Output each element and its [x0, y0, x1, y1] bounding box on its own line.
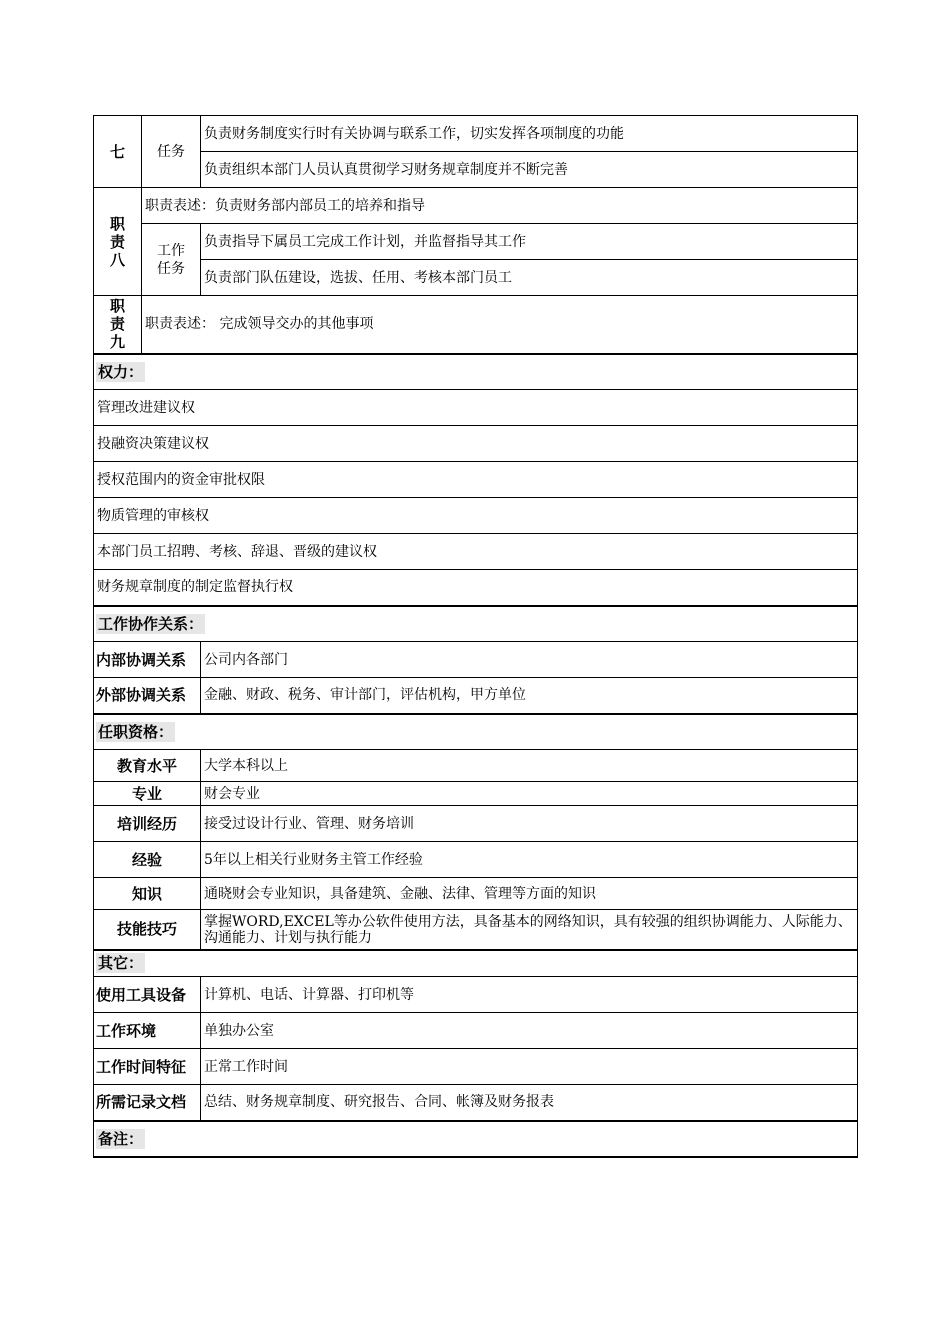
qualifications-section-header [94, 714, 858, 750]
qualification-value-knowledge: 通晓财会专业知识，具备建筑、金融、法律、管理等方面的知识 [201, 878, 858, 910]
other-value-environment: 单独办公室 [201, 1013, 858, 1049]
other-label-tools: 使用工具设备 [94, 977, 201, 1013]
duty-seven-task-2: 负责组织本部门人员认真贯彻学习财务规章制度并不断完善 [201, 152, 858, 188]
duty-seven-number: 七 [94, 116, 142, 188]
power-item-4: 物质管理的审核权 [94, 498, 858, 534]
power-row [94, 426, 858, 462]
qualification-label-knowledge: 知识 [94, 878, 201, 910]
qualification-value-skills: 掌握WORD,EXCEL等办公软件使用方法，具备基本的网络知识，具有较强的组织协调能力、人际能力、沟通能力、计划与执行能力 [201, 910, 858, 950]
other-value-work-time: 正常工作时间 [201, 1049, 858, 1085]
duty-eight-row-3 [94, 260, 858, 296]
qualification-row [94, 842, 858, 878]
other-row [94, 1013, 858, 1049]
power-item-1: 管理改进建议权 [94, 390, 858, 426]
duty-eight-task-label: 工作任务 [142, 224, 201, 296]
power-item-5: 本部门员工招聘、考核、辞退、晋级的建议权 [94, 534, 858, 570]
qualification-value-experience: 5年以上相关行业财务主管工作经验 [201, 842, 858, 878]
qualification-value-major: 财会专业 [201, 782, 858, 806]
relation-row [94, 642, 858, 678]
qualification-label-experience: 经验 [94, 842, 201, 878]
duty-seven-row-2 [94, 152, 858, 188]
duty-seven-row-1 [94, 116, 858, 152]
other-row [94, 1049, 858, 1085]
power-row [94, 534, 858, 570]
job-description-document [93, 115, 857, 1158]
qualification-row [94, 806, 858, 842]
duty-eight-task-1: 负责指导下属员工完成工作计划，并监督指导其工作 [201, 224, 858, 260]
relations-title: 工作协作关系： [98, 614, 204, 633]
duty-eight-statement: 职责表述：负责财务部内部员工的培养和指导 [142, 188, 858, 224]
power-item-2: 投融资决策建议权 [94, 426, 858, 462]
relation-label-external: 外部协调关系 [94, 678, 201, 714]
job-description-table [93, 115, 858, 1158]
remarks-section-header [94, 1121, 858, 1157]
qualification-label-education: 教育水平 [94, 750, 201, 782]
qualifications-title: 任职资格： [98, 722, 174, 741]
duty-seven-task-1: 负责财务制度实行时有关协调与联系工作，切实发挥各项制度的功能 [201, 116, 858, 152]
qualification-label-skills: 技能技巧 [94, 910, 201, 950]
power-row [94, 498, 858, 534]
qualification-row [94, 910, 858, 950]
power-row [94, 570, 858, 606]
relation-row [94, 678, 858, 714]
qualification-row [94, 750, 858, 782]
relation-value-internal: 公司内各部门 [201, 642, 858, 678]
qualification-row [94, 878, 858, 910]
powers-section-header [94, 354, 858, 390]
qualification-label-training: 培训经历 [94, 806, 201, 842]
powers-title: 权力： [98, 362, 144, 381]
power-item-3: 授权范围内的资金审批权限 [94, 462, 858, 498]
other-label-work-time: 工作时间特征 [94, 1049, 201, 1085]
relation-label-internal: 内部协调关系 [94, 642, 201, 678]
duty-eight-task-2: 负责部门队伍建设，选拔、任用、考核本部门员工 [201, 260, 858, 296]
duty-nine-number: 职责九 [94, 296, 142, 354]
power-row [94, 390, 858, 426]
power-item-6: 财务规章制度的制定监督执行权 [94, 570, 858, 606]
relations-section-header [94, 606, 858, 642]
other-value-documents: 总结、财务规章制度、研究报告、合同、帐簿及财务报表 [201, 1085, 858, 1121]
other-label-documents: 所需记录文档 [94, 1085, 201, 1121]
relation-value-external: 金融、财政、税务、审计部门，评估机构，甲方单位 [201, 678, 858, 714]
others-title: 其它： [98, 954, 144, 973]
other-value-tools: 计算机、电话、计算器、打印机等 [201, 977, 858, 1013]
duty-nine-statement: 职责表述： 完成领导交办的其他事项 [142, 296, 858, 354]
other-label-environment: 工作环境 [94, 1013, 201, 1049]
power-row [94, 462, 858, 498]
qualification-value-education: 大学本科以上 [201, 750, 858, 782]
qualification-label-major: 专业 [94, 782, 201, 806]
qualification-value-training: 接受过设计行业、管理、财务培训 [201, 806, 858, 842]
duty-eight-number: 职责八 [94, 188, 142, 296]
duty-seven-task-label: 任务 [142, 116, 201, 188]
duty-eight-row-1 [94, 188, 858, 224]
other-row [94, 977, 858, 1013]
qualification-row [94, 782, 858, 806]
remarks-title: 备注： [98, 1129, 144, 1148]
duty-nine-row [94, 296, 858, 354]
duty-eight-row-2 [94, 224, 858, 260]
other-row [94, 1085, 858, 1121]
others-section-header [94, 950, 858, 977]
